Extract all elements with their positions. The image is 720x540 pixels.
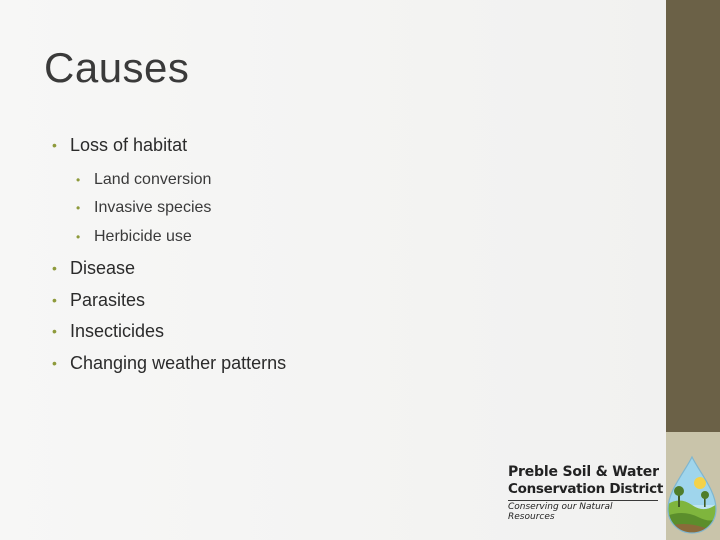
bullet-item: [52, 316, 612, 348]
bullet-dot: •: [52, 291, 57, 308]
bullet-item: [52, 253, 612, 285]
sub-bullet-text: Herbicide use: [94, 227, 192, 245]
sub-bullet-dot: •: [76, 201, 81, 215]
bullet-item: [52, 348, 612, 380]
bullet-item: [52, 130, 612, 162]
bullet-dot: •: [52, 260, 57, 276]
sub-bullet-item: [52, 194, 612, 223]
sub-bullet-dot: •: [76, 229, 81, 244]
logo-tagline: Conserving our Natural Resources: [508, 500, 658, 522]
bullet-dot: •: [52, 137, 57, 153]
bullet-dot: •: [52, 323, 57, 339]
bullet-list: [52, 130, 612, 379]
bullet-text: Disease: [70, 258, 136, 278]
sidebar-dark-band: [666, 0, 720, 432]
organization-logo: [500, 455, 720, 535]
bullet-text: Parasites: [70, 289, 146, 310]
sub-bullet-text: Land conversion: [94, 170, 212, 188]
sub-bullet-item: [52, 166, 612, 195]
bullet-text: Insecticides: [70, 321, 165, 341]
logo-name-line1: Preble Soil & Water: [508, 464, 659, 480]
water-drop-landscape-icon: [664, 455, 720, 535]
sub-bullet-text: Invasive species: [94, 199, 212, 216]
bullet-item: [52, 285, 612, 317]
sub-bullet-dot: •: [76, 172, 81, 187]
logo-name-line2: Conservation District: [508, 481, 663, 497]
bullet-dot: •: [52, 354, 57, 371]
sub-bullet-item: [52, 223, 612, 252]
logo-text-block: [508, 464, 668, 522]
bullet-text: Changing weather patterns: [70, 352, 287, 373]
slide-title: Causes: [44, 44, 190, 91]
bullet-text: Loss of habitat: [70, 135, 188, 155]
